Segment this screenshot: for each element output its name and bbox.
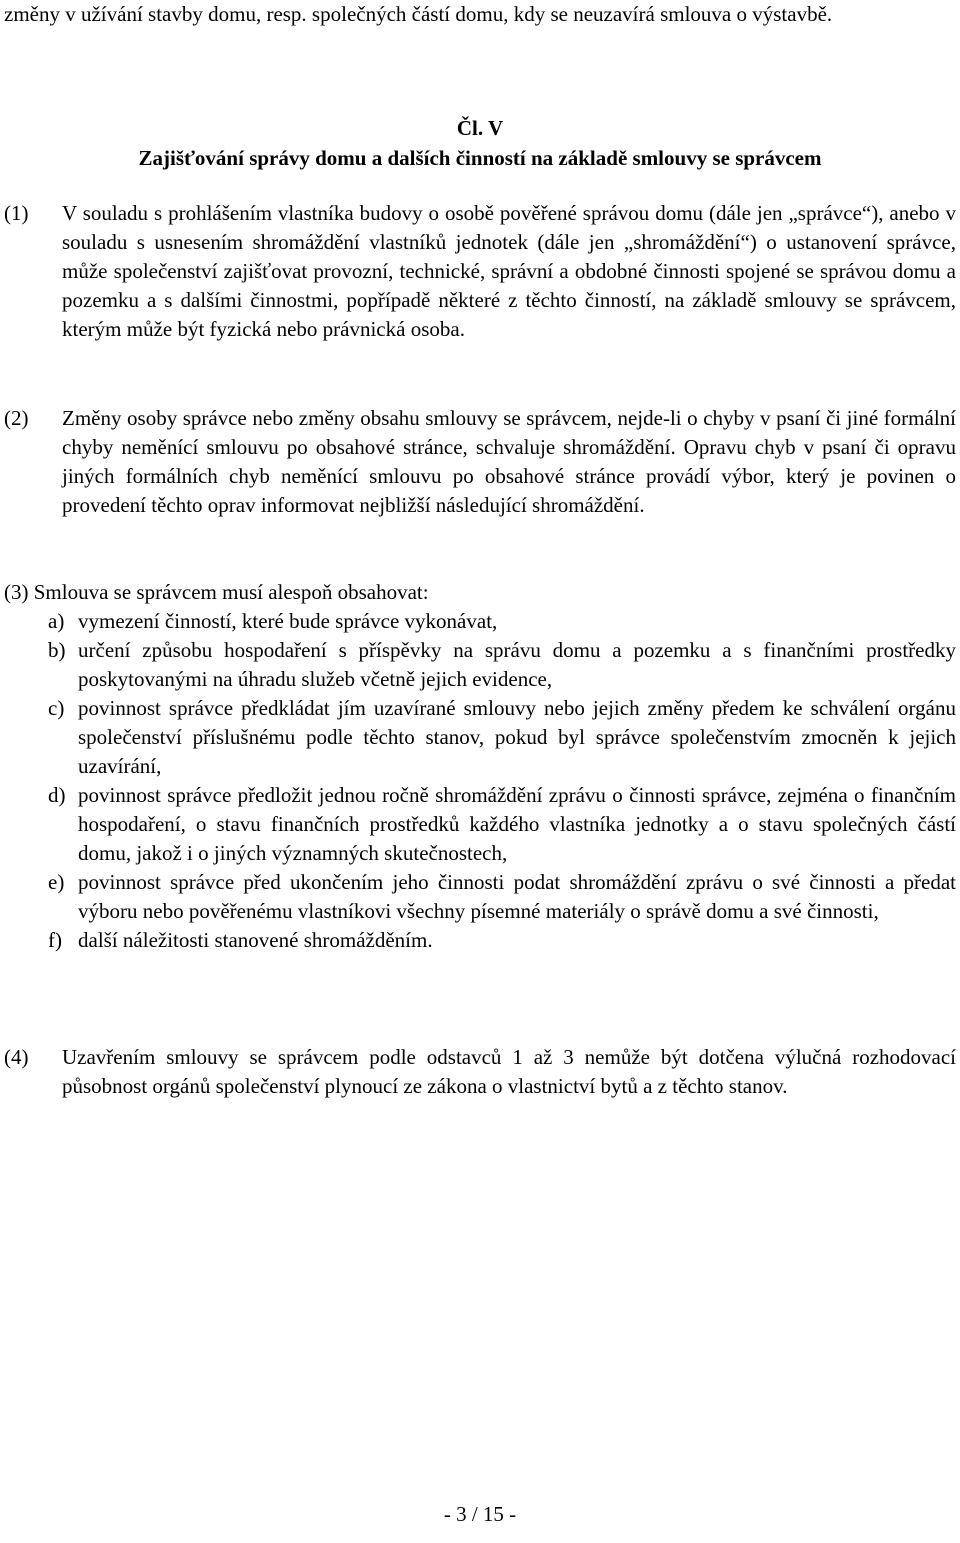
list-item-text: povinnost správce předkládat jím uzavírané smlouvy nebo jejich změny předem ke schválení orgánu společenství příslušnému podle těchto stanov, pokud byl správce společenstvím zmocněn k jejich uzavírání,	[78, 696, 956, 778]
paragraph-2	[4, 404, 956, 520]
list-item-text: povinnost správce předložit jednou ročně shromáždění zprávu o činnosti správce, zejména o finančním hospodaření, o stavu finančních prostředků každého vlastníka jednotky a o stavu společných částí domu, jakož i o jiných významných skutečnostech,	[78, 783, 956, 865]
list-item	[4, 868, 956, 926]
continuation-text: změny v užívání stavby domu, resp. společných částí domu, kdy se neuzavírá smlouva o výstavbě.	[4, 2, 833, 26]
page-number: - 3 / 15 -	[443, 1502, 517, 1526]
list-marker: f)	[48, 928, 62, 952]
paragraph-text: Uzavřením smlouvy se správcem podle odstavců 1 až 3 nemůže být dotčena výlučná rozhodovací působnost orgánů společenství plynoucí ze zákona o vlastnictví bytů a z těchto stanov.	[62, 1045, 956, 1098]
list-marker: b)	[48, 638, 66, 662]
paragraph-text: V souladu s prohlášením vlastníka budovy o osobě pověřené správou domu (dále jen „správce“), anebo v souladu s usnesením shromáždění vlastníků jednotek (dále jen „shromáždění“) o ustanovení správce, může společenství zajišťovat provozní, technické, správní a obdobné činnosti spojené se správou domu a pozemku a s dalšími činnostmi, popřípadě některé z těchto činností, na základě smlouvy se správcem, kterým může být fyzická nebo právnická osoba.	[62, 201, 956, 341]
list-item	[4, 694, 956, 781]
article-heading	[0, 113, 960, 173]
list-marker: a)	[48, 609, 65, 633]
paragraph-lead: (3) Smlouva se správcem musí alespoň obsahovat:	[4, 580, 429, 604]
paragraph-number: (2)	[4, 406, 29, 430]
list-item-text: určení způsobu hospodaření s příspěvky na správu domu a pozemku a s finančními prostředky poskytovanými na úhradu služeb včetně jejich evidence,	[78, 638, 956, 691]
paragraph-3	[4, 578, 956, 955]
paragraph-number: (1)	[4, 201, 29, 225]
paragraph-text: Změny osoby správce nebo změny obsahu smlouvy se správcem, nejde-li o chyby v psaní či jiné formální chyby neměnící smlouvu po obsahové stránce, schvaluje shromáždění. Opravu chyb v psaní či opravu jiných formálních chyb neměnící smlouvu po obsahové stránce provádí výbor, který je povinen o provedení těchto oprav informovat nejbližší následující shromáždění.	[62, 406, 956, 517]
list-item	[4, 607, 956, 636]
list-item	[4, 926, 956, 955]
list-item-text: vymezení činností, které bude správce vykonávat,	[78, 609, 498, 633]
list-item-text: povinnost správce před ukončením jeho činnosti podat shromáždění zprávu o své činnosti a předat výboru nebo pověřenému vlastníkovi všechny písemné materiály o správě domu a své činnosti,	[78, 870, 956, 923]
list-item-text: další náležitosti stanovené shromážděním.	[78, 928, 433, 952]
list-marker: c)	[48, 696, 65, 720]
paragraph-1	[4, 199, 956, 344]
list-item	[4, 636, 956, 694]
article-number: Čl. V	[456, 116, 504, 140]
list-marker: e)	[48, 870, 65, 894]
list-item	[4, 781, 956, 868]
paragraph-4	[4, 1043, 956, 1101]
paragraph-number: (4)	[4, 1045, 29, 1069]
article-title: Zajišťování správy domu a dalších činností na základě smlouvy se správcem	[138, 146, 822, 170]
list-marker: d)	[48, 783, 66, 807]
requirements-list	[4, 607, 956, 955]
